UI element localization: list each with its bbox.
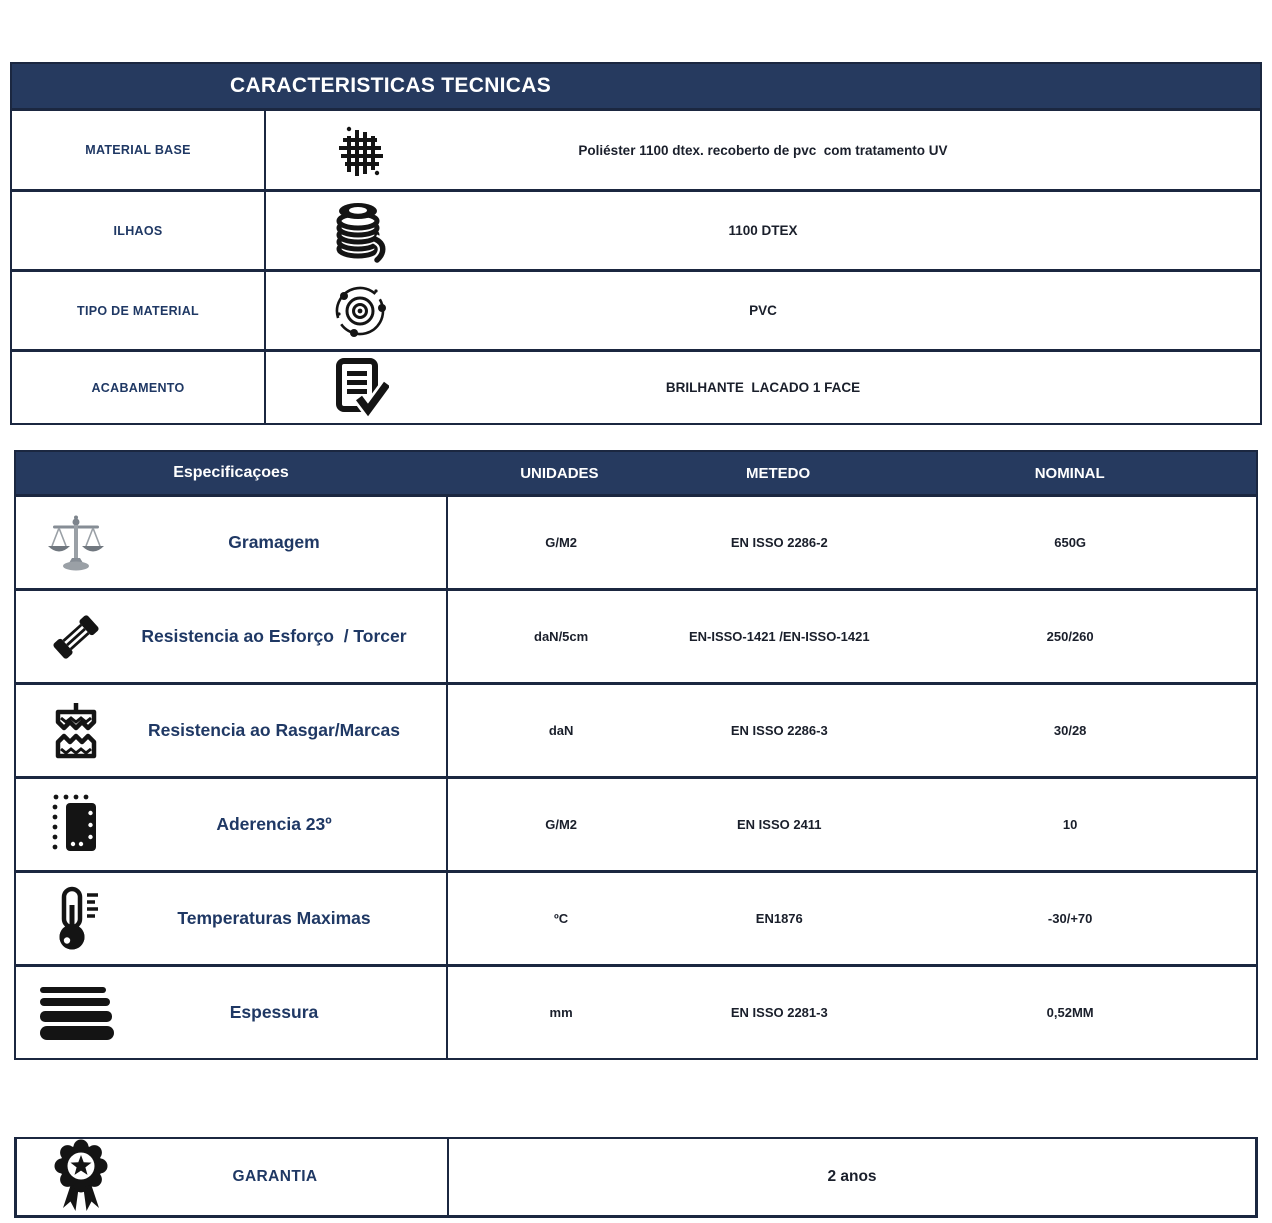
nominal-value: -30/+70 <box>1047 911 1093 926</box>
table-row <box>16 494 1256 588</box>
table-row <box>16 588 1256 682</box>
unidades-value: G/M2 <box>545 535 578 550</box>
unidades-value: G/M2 <box>545 817 578 832</box>
spec-cell <box>16 497 448 588</box>
table-row <box>12 108 1260 189</box>
spec-label: Gramagem <box>228 532 320 552</box>
column-header-metedo: METEDO <box>746 464 811 482</box>
table-row <box>12 349 1260 423</box>
layers-icon <box>30 984 122 1042</box>
row-value-cell <box>266 111 1260 189</box>
spec-label: Resistencia ao Rasgar/Marcas <box>148 720 400 740</box>
unidades-value: mm <box>549 1005 573 1020</box>
unidades-value: daN/5cm <box>534 629 589 644</box>
row-label: MATERIAL BASE <box>12 111 266 189</box>
table-row <box>12 189 1260 269</box>
spec-label: Temperaturas Maximas <box>177 908 371 928</box>
atom-icon <box>328 278 392 344</box>
metedo-value: EN1876 <box>755 911 803 926</box>
table1-header-bar <box>12 64 1260 108</box>
spec-cell <box>16 591 448 682</box>
table1-title: CARACTERISTICAS TECNICAS <box>230 74 552 97</box>
metedo-value: EN-ISSO-1421 /EN-ISSO-1421 <box>688 629 870 644</box>
row-value-cell <box>266 352 1260 423</box>
row-value: Poliéster 1100 dtex. recoberto de pvc com tratamento UV <box>578 142 948 158</box>
row-label: ACABAMENTO <box>12 352 266 423</box>
spec-cell <box>16 779 448 870</box>
nominal-value: 250/260 <box>1046 629 1094 644</box>
spec-cell <box>16 873 448 964</box>
scale-icon <box>30 514 122 572</box>
table2-header-bar <box>16 452 1256 494</box>
unidades-value: ºC <box>554 911 569 926</box>
spec-cell <box>16 685 448 776</box>
nominal-value: 30/28 <box>1053 723 1087 738</box>
table-row <box>16 964 1256 1058</box>
technical-characteristics-table <box>10 62 1262 425</box>
metedo-value: EN ISSO 2281-3 <box>730 1005 828 1020</box>
metedo-value: EN ISSO 2411 <box>736 817 822 832</box>
table-row <box>16 870 1256 964</box>
warranty-table <box>14 1137 1258 1218</box>
metedo-value: EN ISSO 2286-2 <box>730 535 828 550</box>
weave-icon <box>328 117 392 183</box>
row-value: 1100 DTEX <box>728 223 798 238</box>
dumbbell-icon <box>30 608 122 666</box>
spec-label: Resistencia ao Esforço / Torcer <box>141 626 407 646</box>
adhesion-icon <box>30 793 122 857</box>
row-value: BRILHANTE LACADO 1 FACE <box>665 380 861 395</box>
spec-cell <box>16 967 448 1058</box>
tear-icon <box>30 701 122 761</box>
column-header-especificacoes: Especificaçoes <box>173 464 289 481</box>
document-check-icon <box>328 355 392 421</box>
warranty-label-cell <box>17 1139 449 1215</box>
warranty-value: 2 anos <box>827 1168 877 1185</box>
spec-label: Espessura <box>229 1002 319 1022</box>
table-row <box>16 776 1256 870</box>
specifications-table <box>14 450 1258 1060</box>
spool-icon <box>328 198 392 264</box>
row-label: TIPO DE MATERIAL <box>12 272 266 349</box>
award-icon <box>39 1139 123 1215</box>
column-header-unidades: UNIDADES <box>520 464 599 482</box>
column-header-nominal: NOMINAL <box>1034 464 1105 482</box>
spec-label: Aderencia 23º <box>216 814 332 834</box>
table-row <box>12 269 1260 349</box>
metedo-value: EN ISSO 2286-3 <box>730 723 828 738</box>
table-row <box>16 682 1256 776</box>
nominal-value: 10 <box>1062 817 1078 832</box>
row-label: ILHAOS <box>12 192 266 269</box>
row-value-cell <box>266 192 1260 269</box>
nominal-value: 650G <box>1054 535 1087 550</box>
unidades-value: daN <box>548 723 574 738</box>
nominal-value: 0,52MM <box>1046 1005 1094 1020</box>
thermometer-icon <box>30 886 122 952</box>
row-value: PVC <box>749 303 777 318</box>
warranty-label: GARANTIA <box>232 1168 318 1185</box>
row-value-cell <box>266 272 1260 349</box>
